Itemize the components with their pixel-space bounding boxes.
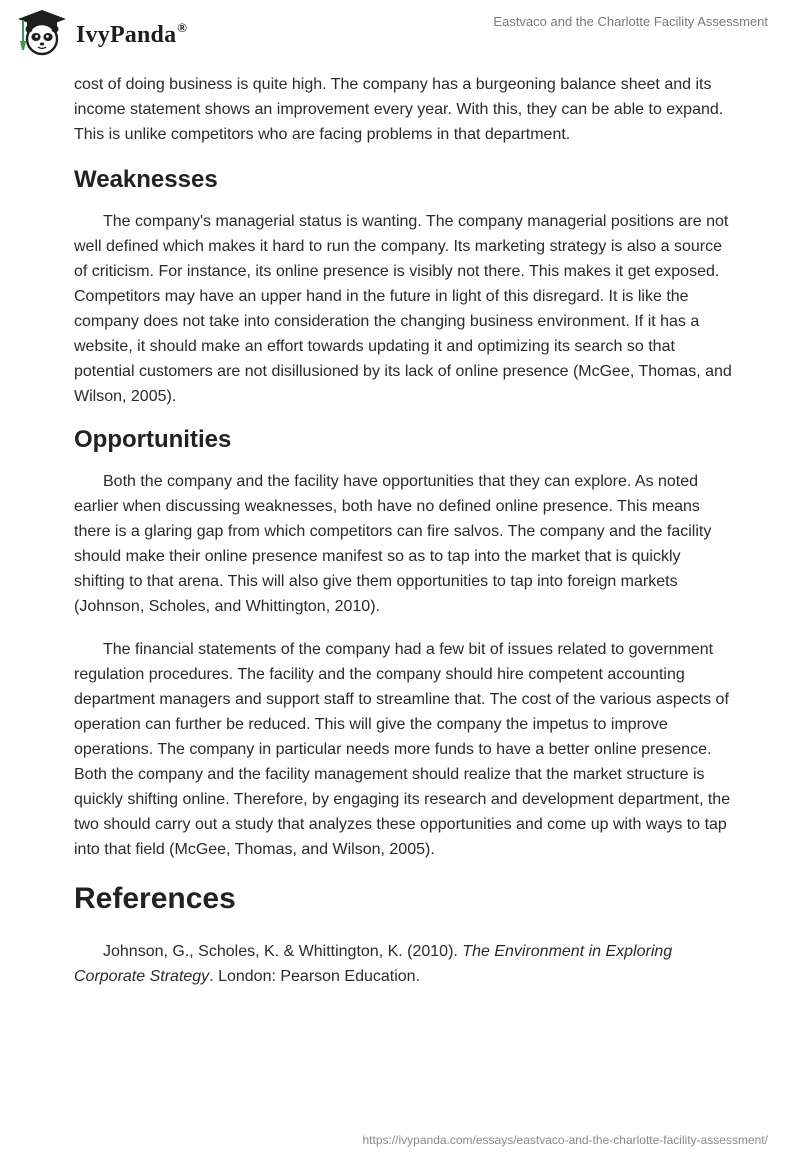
- reference-authors: Johnson, G., Scholes, K. & Whittington, K. (2010).: [103, 943, 463, 960]
- references-heading: References: [74, 882, 236, 915]
- page-header: [0, 0, 800, 70]
- reference-entry: [74, 939, 734, 989]
- source-url-link[interactable]: https://ivypanda.com/essays/eastvaco-and-the-charlotte-facility-assessment/: [362, 1133, 768, 1147]
- document-title: Eastvaco and the Charlotte Facility Assessment: [493, 14, 768, 29]
- essay-content: [74, 72, 734, 989]
- brand-name: IvyPanda®: [76, 19, 188, 48]
- opportunities-paragraph-1: Both the company and the facility have opportunities that they can explore. As noted earlier when discussing weaknesses, both have no defined online presence. This means there is a glaring gap from which competitors can fire salvos. The company and the facility should make their online presence manifest so as to tap into the market that is quickly shifting to that arena. This will also give them opportunities to tap into foreign markets (Johnson, Scholes, and Whittington, 2010).: [74, 473, 712, 615]
- weaknesses-heading: Weaknesses: [74, 166, 218, 193]
- reference-publisher: . London: Pearson Education.: [209, 968, 421, 985]
- opportunities-paragraph-2: The financial statements of the company had a few bit of issues related to government regulation procedures. The facility and the company should hire competent accounting department managers and support staff to streamline that. The cost of the various aspects of operation can further be reduced. This will give the company the impetus to improve operations. The company in particular needs more funds to have a better online presence. Both the company and the facility management should realize that the market structure is quickly shifting online. Therefore, by engaging its research and development department, the two should carry out a study that analyzes these opportunities and come up with ways to tap into that field (McGee, Thomas, and Wilson, 2005).: [74, 641, 731, 858]
- panda-graduate-icon: [14, 8, 70, 63]
- opportunities-heading: Opportunities: [74, 426, 232, 453]
- ivypanda-logo[interactable]: [14, 8, 244, 62]
- weaknesses-paragraph: The company's managerial status is wanting. The company managerial positions are not well defined which makes it hard to run the company. Its marketing strategy is also a source of criticism. For instance, its online presence is visibly not there. This makes it get exposed. Competitors may have an upper hand in the future in light of this disregard. It is like the company does not take into consideration the changing business environment. If it has a website, it should make an effort towards updating it and optimizing its search so that potential customers are not disillusioned by its lack of online presence (McGee, Thomas, and Wilson, 2005).: [74, 213, 732, 405]
- reference-title: The Environment in Exploring Corporate Strategy: [74, 943, 673, 985]
- intro-paragraph: cost of doing business is quite high. The company has a burgeoning balance sheet and its income statement shows an improvement every year. With this, they can be able to expand. This is unlike competitors who are facing problems in that department.: [74, 76, 724, 143]
